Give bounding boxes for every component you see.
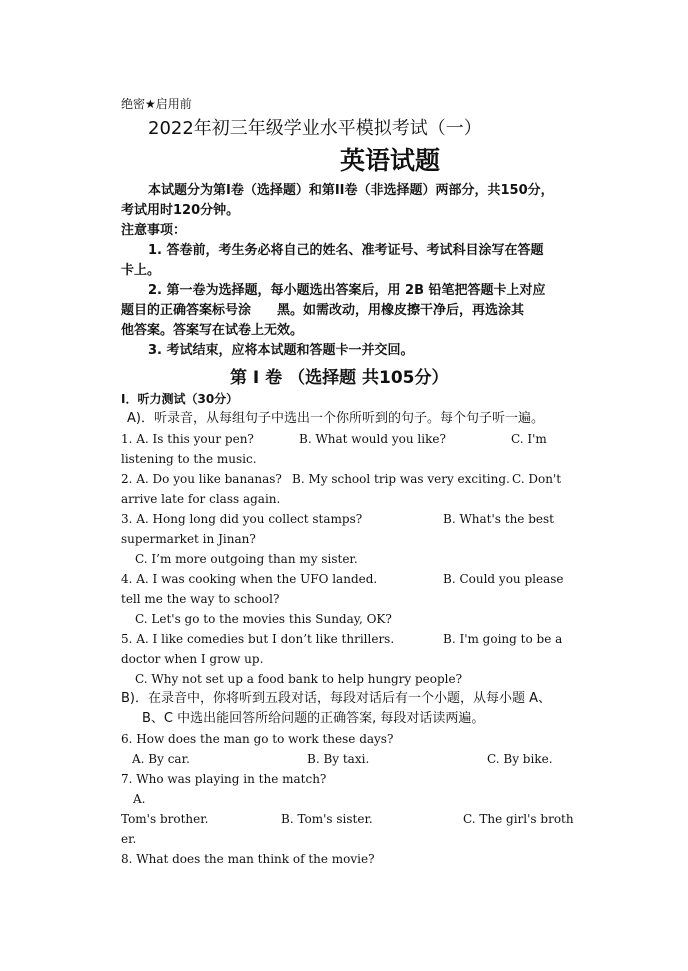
q7-continuation: er. bbox=[121, 832, 137, 846]
question-1 bbox=[121, 431, 547, 447]
q3-continuation: supermarket in Jinan? bbox=[121, 532, 256, 546]
q5-continuation: doctor when I grow up. bbox=[121, 652, 264, 666]
note-1-line-2: 卡上。 bbox=[121, 263, 161, 278]
q1-continuation: listening to the music. bbox=[121, 452, 257, 466]
note-1-line-1: 1. 答卷前，考生务必将自己的姓名、准考证号、考试科目涂写在答题 bbox=[148, 243, 544, 258]
q1-option-b: B. What would you like? bbox=[299, 432, 446, 446]
note-2-line-2: 题目的正确答案标号涂 黑。如需改动，用橡皮擦干净后，再选涂其 bbox=[121, 303, 525, 318]
part-1-title: 第 I 卷 （选择题 共105分） bbox=[230, 368, 449, 388]
question-8-stem: 8. What does the man think of the movie? bbox=[121, 852, 375, 866]
listening-section-heading: I．听力测试（30分） bbox=[121, 392, 239, 406]
q5-option-b: B. I'm going to be a bbox=[443, 632, 563, 646]
q4-option-a: 4. A. I was cooking when the UFO landed. bbox=[121, 572, 378, 586]
intro-line-1: 本试题分为第I卷（选择题）和第II卷（非选择题）两部分，共150分， bbox=[148, 183, 554, 198]
notes-heading: 注意事项： bbox=[121, 223, 187, 238]
q7-option-c: C. The girl's broth bbox=[463, 812, 574, 826]
q7-option-a-label: A. bbox=[133, 792, 146, 806]
confidential-label: 绝密★启用前 bbox=[121, 97, 192, 111]
section-b-instructions-line-1: B)．在录音中，你将听到五段对话，每段对话后有一个小题，从每小题 A、 bbox=[121, 691, 552, 706]
q1-option-a: 1. A. Is this your pen? bbox=[121, 432, 254, 446]
q1-option-c: C. I'm bbox=[511, 432, 547, 446]
q4-option-c: C. Let's go to the movies this Sunday, OK? bbox=[135, 612, 392, 626]
note-2-line-1: 2. 第一卷为选择题，每小题选出答案后，用 2B 铅笔把答题卡上对应 bbox=[148, 283, 546, 298]
question-3 bbox=[121, 511, 554, 527]
section-b-instructions-line-2: B、C 中选出能回答所给问题的正确答案, 每段对话读两遍。 bbox=[142, 711, 485, 726]
question-5 bbox=[121, 631, 563, 647]
question-6-stem: 6. How does the man go to work these days? bbox=[121, 732, 394, 746]
intro-line-2: 考试用时120分钟。 bbox=[121, 203, 240, 218]
note-2-line-3: 他答案。答案写在试卷上无效。 bbox=[121, 323, 304, 338]
q4-option-b: B. Could you please bbox=[443, 572, 564, 586]
q3-option-c: C. I’m more outgoing than my sister. bbox=[135, 552, 358, 566]
question-6-options bbox=[132, 751, 553, 767]
q2-continuation: arrive late for class again. bbox=[121, 492, 281, 506]
question-2 bbox=[121, 471, 562, 487]
q3-option-b: B. What's the best bbox=[443, 512, 554, 526]
question-4 bbox=[121, 571, 564, 587]
q4-continuation: tell me the way to school? bbox=[121, 592, 280, 606]
question-7-options bbox=[121, 811, 574, 827]
note-3: 3. 考试结束，应将本试题和答题卡一并交回。 bbox=[148, 343, 414, 358]
q3-option-a: 3. A. Hong long did you collect stamps? bbox=[121, 512, 363, 526]
section-a-instructions: A)．听录音，从每组句子中选出一个你所听到的句子。每个句子听一遍。 bbox=[127, 411, 544, 426]
q2-option-a: 2. A. Do you like bananas? bbox=[121, 472, 282, 486]
q5-option-a: 5. A. I like comedies but I don’t like thrillers. bbox=[121, 632, 395, 646]
question-7-stem: 7. Who was playing in the match? bbox=[121, 772, 327, 786]
q6-option-a: A. By car. bbox=[132, 752, 190, 766]
q2-option-b: B. My school trip was very exciting. bbox=[292, 472, 510, 486]
subject-title: 英语试题 bbox=[340, 146, 441, 175]
q6-option-b: B. By taxi. bbox=[307, 752, 370, 766]
q2-option-c: C. Don't bbox=[512, 472, 562, 486]
q5-option-c: C. Why not set up a food bank to help hungry people? bbox=[135, 672, 463, 686]
q6-option-c: C. By bike. bbox=[487, 752, 553, 766]
q7-option-b: B. Tom's sister. bbox=[281, 812, 373, 826]
q7-option-a-text: Tom's brother. bbox=[121, 812, 209, 826]
exam-title: 2022年初三年级学业水平模拟考试（一） bbox=[148, 118, 482, 139]
